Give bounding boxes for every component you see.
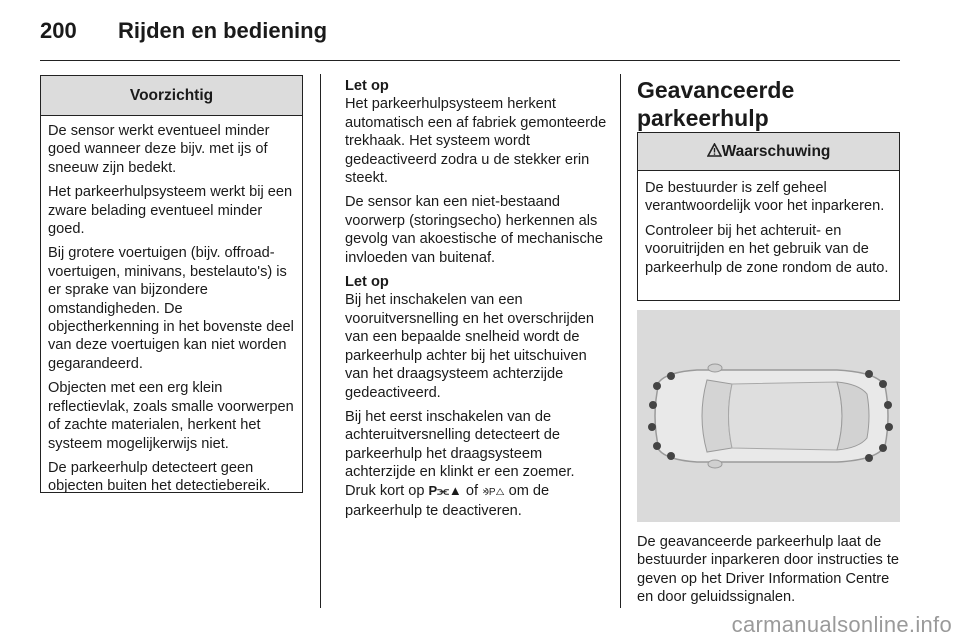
figure-caption: De geavanceerde parkeerhulp laat de bestuurder inparkeren door instructies te geven op het Driver Information Centre en door geluidssignalen. xyxy=(637,534,900,606)
warning-title-text: Waarschuwing xyxy=(721,143,831,160)
note-1-label: Let op xyxy=(345,78,389,94)
note-2 xyxy=(345,273,607,402)
caution-paragraph: De parkeerhulp detecteert geen objecten buiten het detectiebereik. xyxy=(48,459,271,495)
note-2-label: Let op xyxy=(345,274,389,291)
car-top-view-icon xyxy=(637,310,900,522)
section-heading-line2: parkeerhulp xyxy=(637,105,769,131)
middle-column xyxy=(345,77,607,526)
watermark: carmanualsonline.info xyxy=(731,612,952,637)
paragraph-sensor: De sensor kan een niet-bestaand voorwerp (storingsecho) herkennen als gevolg van akoestische of mechanische invloeden van buitenaf. xyxy=(345,194,603,266)
caution-paragraph: Bij grotere voertuigen (bijv. offroad-voertuigen, minivans, bestelauto's) is er sprake van bijzondere omstandigheden. De objectherkenning in het bovenste deel van deze voertuigen kan niet worden gegarandeerd. xyxy=(48,245,294,372)
parking-assist-off-icon: ⨵P△ xyxy=(482,486,505,498)
warning-paragraph: De bestuurder is zelf geheel verantwoordelijk voor het inparkeren. xyxy=(645,180,885,215)
warning-icon xyxy=(707,134,722,171)
car-sensor-illustration xyxy=(637,310,900,522)
caution-box-title: Voorzichtig xyxy=(41,76,302,116)
paragraph-deactivate-post: om de parkeerhulp te deactiveren. xyxy=(345,482,550,519)
paragraph-deactivate-pre: Bij het eerst inschakelen van de achteruitversnelling detecteert de parkeerhulp het draagsysteem achterzijde en klinkt er een zoemer. Druk kort op xyxy=(345,408,575,499)
warning-box-title xyxy=(638,133,899,171)
caution-box-body xyxy=(41,116,302,502)
paragraph-deactivate-mid: of xyxy=(465,482,479,499)
column-divider-1 xyxy=(320,74,321,608)
section-heading-line1: Geavanceerde xyxy=(637,77,795,103)
header-divider xyxy=(40,60,900,61)
warning-paragraph: Controleer bij het achteruit- en vooruitrijden en het gebruik van de parkeerhulp de zone rondom de auto. xyxy=(645,222,889,276)
section-heading xyxy=(637,76,794,132)
caution-paragraph: Objecten met een erg klein reflectievlak, zoals smalle voorwerpen of zachte materialen, herkent het systeem mogelijkerwijs niet. xyxy=(48,380,294,452)
caution-box xyxy=(40,75,303,493)
column-divider-2 xyxy=(620,74,621,608)
parking-assist-button-icon: P⫘▲ xyxy=(428,482,462,498)
note-2-text: Bij het inschakelen van een vooruitversnelling en het overschrijden van een bepaalde snelheid wordt de parkeerhulp achter bij het uitschuiven van het draagsysteem achterzijde gedeactiveerd. xyxy=(345,292,595,401)
warning-box xyxy=(637,132,900,301)
note-1 xyxy=(345,77,607,187)
caution-paragraph: Het parkeerhulpsysteem werkt bij een zware belading eventueel minder goed. xyxy=(48,184,293,238)
paragraph-deactivate xyxy=(345,408,607,520)
warning-box-body xyxy=(638,171,899,283)
note-1-text: Het parkeerhulpsysteem herkent automatisch een af fabriek gemonteerde trekhaak. Het systeem wordt gedeactiveerd zodra u de stekker erin steekt. xyxy=(345,96,607,187)
page-title: Rijden en bediening xyxy=(118,18,328,43)
caution-paragraph: De sensor werkt eventueel minder goed wanneer deze bijv. met ijs of sneeuw zijn bedekt. xyxy=(48,123,270,176)
page-number: 200 xyxy=(40,18,77,43)
